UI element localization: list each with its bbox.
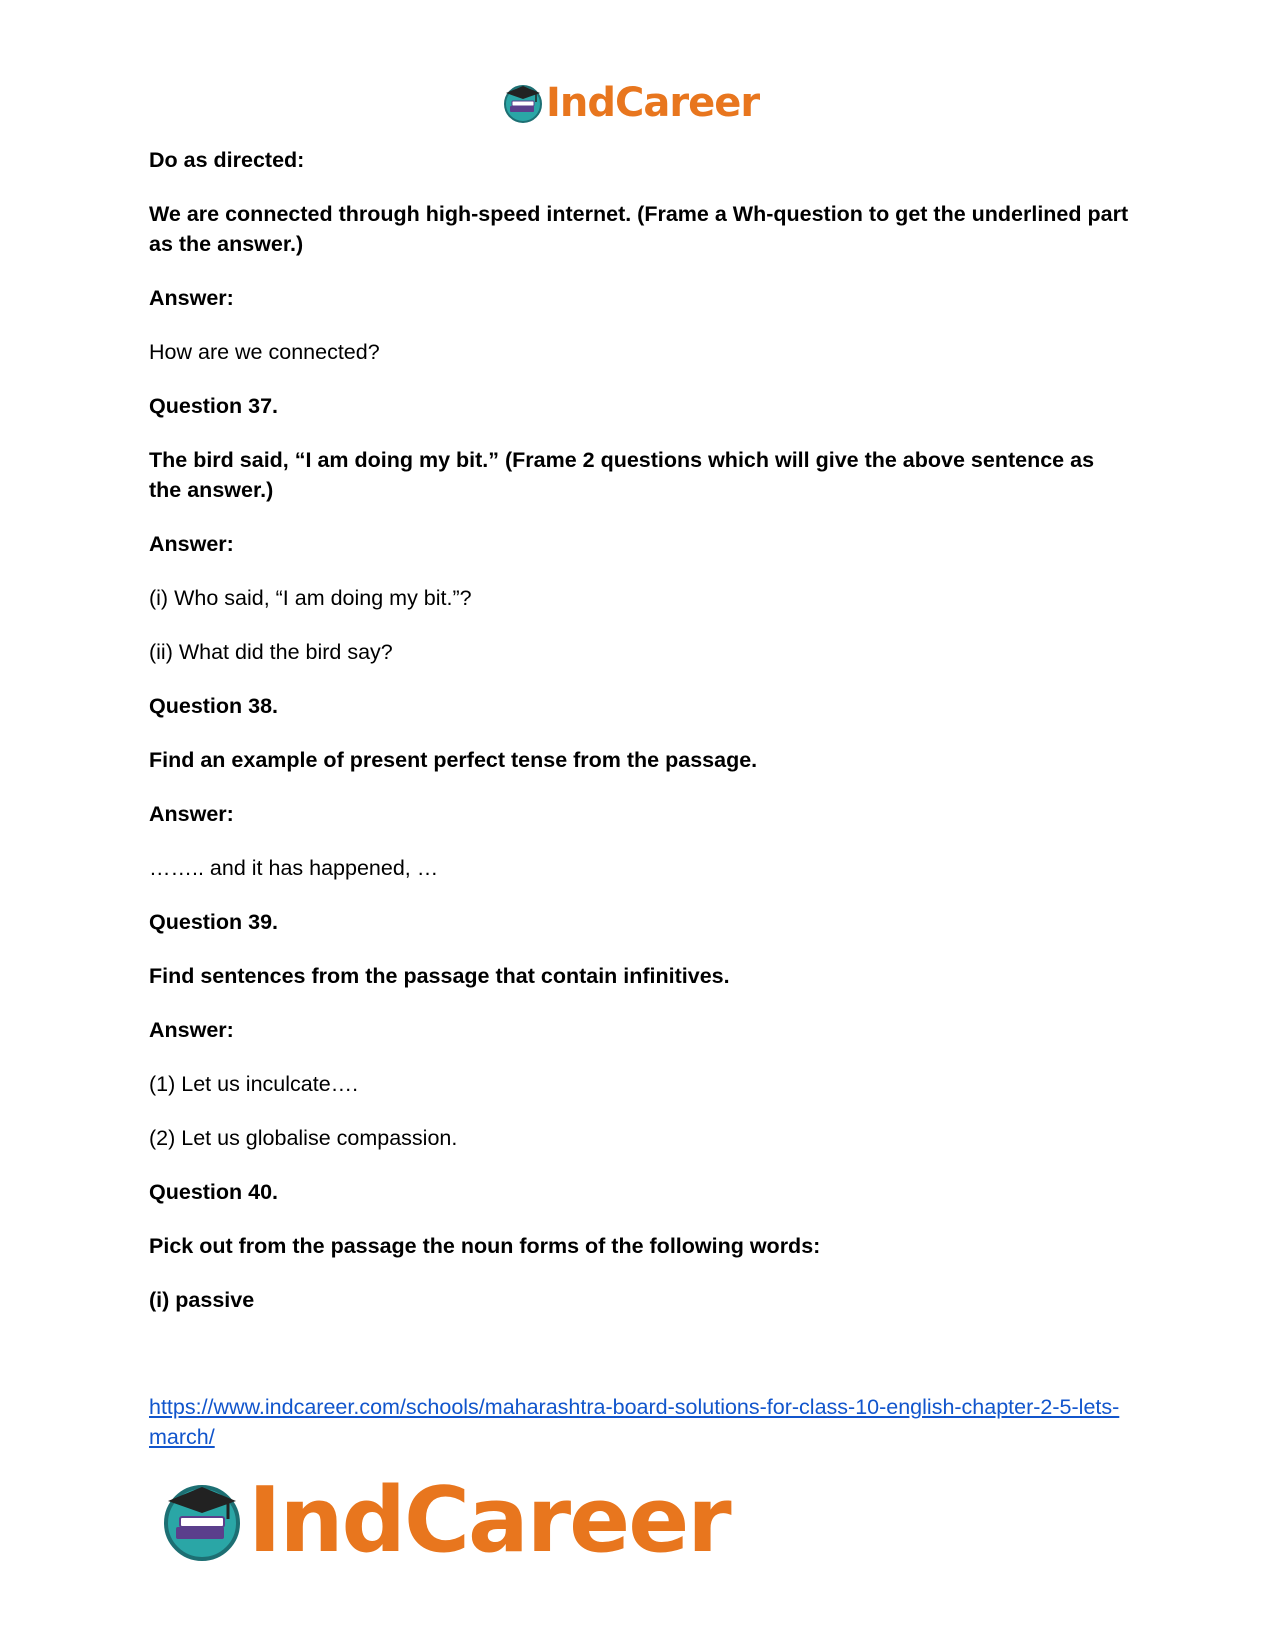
source-link[interactable]: https://www.indcareer.com/schools/maharashtra-board-solutions-for-class-10-english-chapter-2-5-lets-march/: [149, 1395, 1120, 1449]
answer-label: Answer:: [149, 1018, 234, 1042]
answer-label: Answer:: [149, 286, 234, 310]
answer-text: (ii) What did the bird say?: [149, 640, 393, 664]
answer-label: Answer:: [149, 532, 234, 556]
graduation-globe-icon: [160, 1479, 244, 1563]
graduation-globe-icon: [502, 82, 544, 124]
question-text: Find an example of present perfect tense from the passage.: [149, 748, 758, 772]
question-text: Pick out from the passage the noun forms of the following words:: [149, 1234, 821, 1258]
question-number: Question 37.: [149, 394, 279, 418]
question-number: Question 39.: [149, 910, 279, 934]
question-text: Find sentences from the passage that contain infinitives.: [149, 964, 730, 988]
logo-wordmark: IndCareer: [546, 80, 760, 126]
question-text: (i) passive: [149, 1288, 255, 1312]
question-number: Question 40.: [149, 1180, 279, 1204]
question-text: We are connected through high-speed internet. (Frame a Wh-question to get the underlined part as the answer.): [149, 202, 1129, 256]
answer-text: (1) Let us inculcate….: [149, 1072, 359, 1096]
logo-wordmark: IndCareer: [248, 1468, 730, 1573]
answer-text: How are we connected?: [149, 340, 380, 364]
document-body: [149, 145, 1129, 1339]
answer-text: (2) Let us globalise compassion.: [149, 1126, 458, 1150]
answer-text: …….. and it has happened, …: [149, 856, 439, 880]
question-text: The bird said, “I am doing my bit.” (Frame 2 questions which will give the above sentence as the answer.): [149, 448, 1095, 502]
header-logo: [502, 80, 759, 126]
question-number: Question 38.: [149, 694, 279, 718]
question-text: Do as directed:: [149, 148, 305, 172]
answer-label: Answer:: [149, 802, 234, 826]
footer-logo: [160, 1468, 730, 1573]
answer-text: (i) Who said, “I am doing my bit.”?: [149, 586, 472, 610]
